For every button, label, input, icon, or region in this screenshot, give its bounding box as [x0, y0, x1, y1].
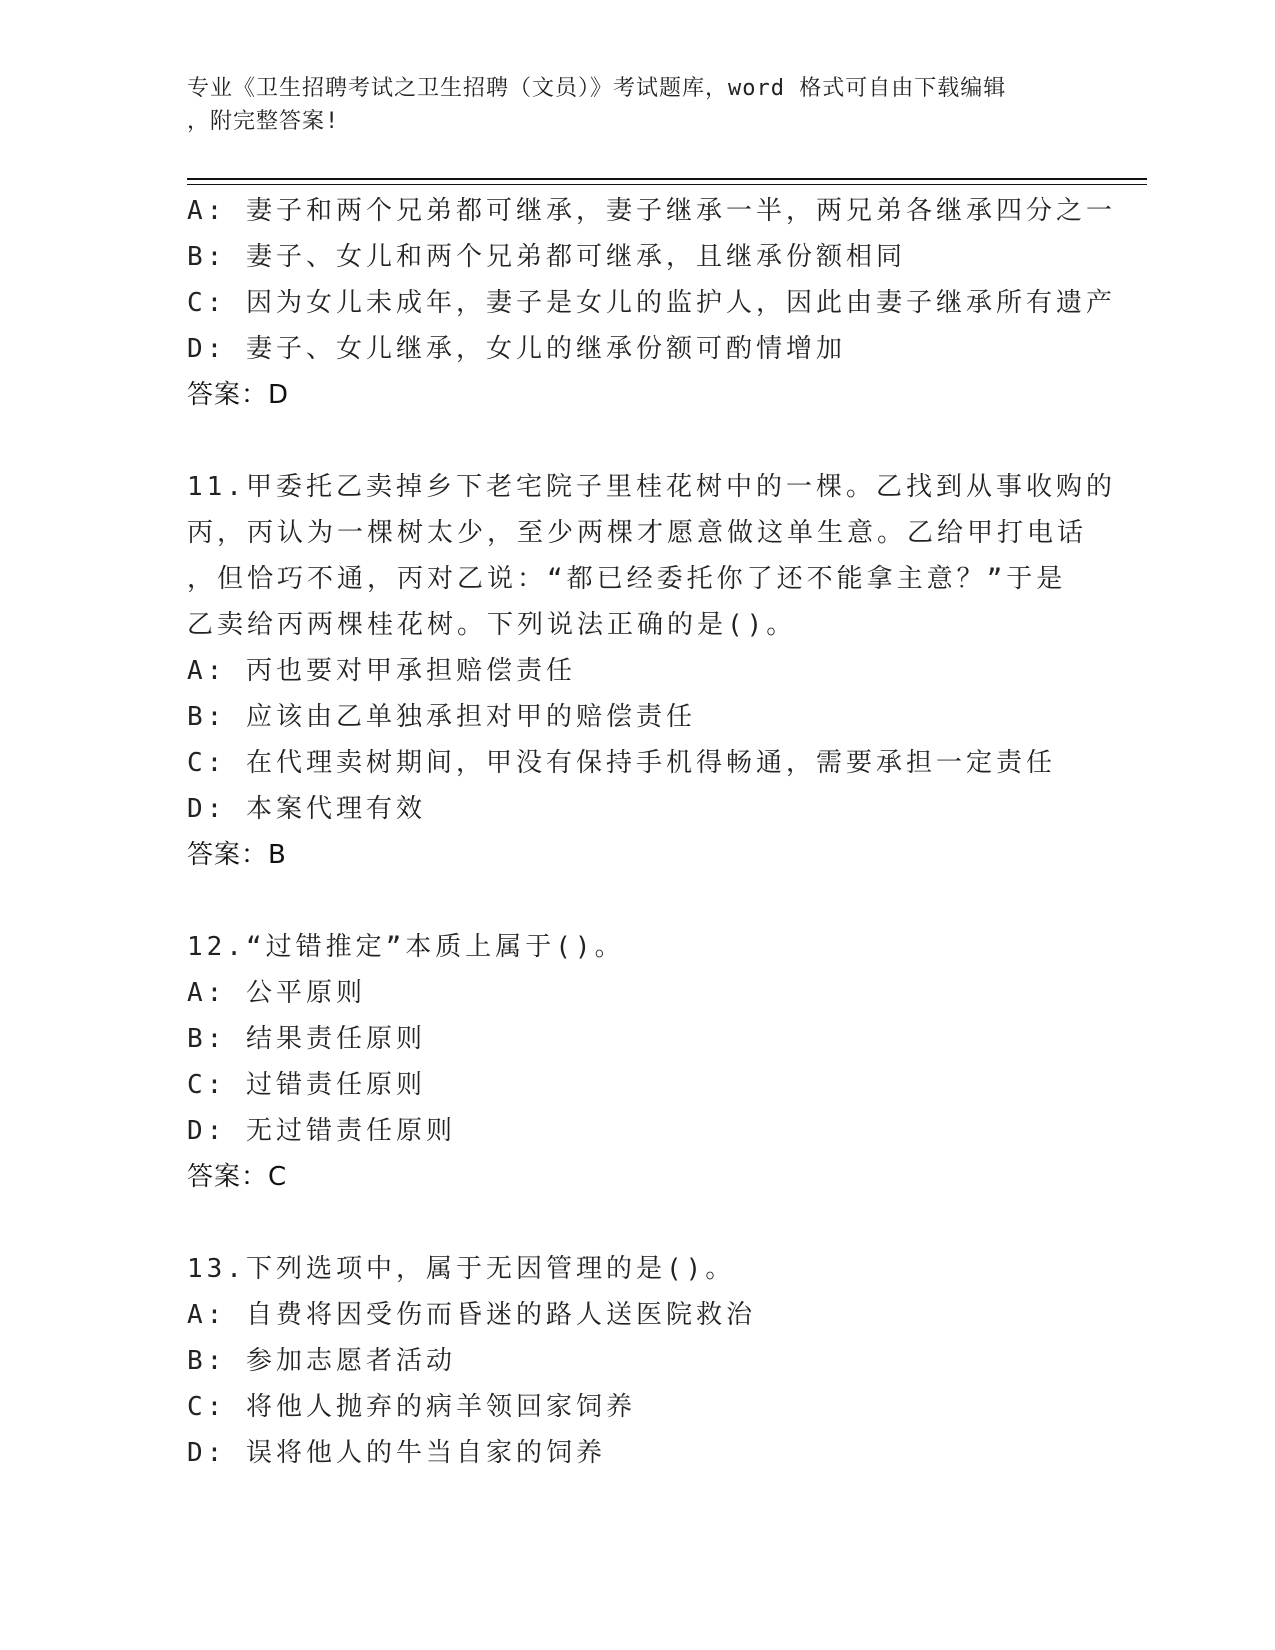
option-a: A: 丙也要对甲承担赔偿责任	[187, 656, 576, 686]
option-b: B: 结果责任原则	[187, 1024, 426, 1054]
option-c: C: 因为女儿未成年，妻子是女儿的监护人，因此由妻子继承所有遗产	[187, 288, 1116, 318]
option-d: D: 本案代理有效	[187, 794, 426, 824]
header-rule-thin	[187, 184, 1147, 185]
option-a: A: 妻子和两个兄弟都可继承，妻子继承一半，两兄弟各继承四分之一	[187, 196, 1116, 226]
answer-line: 答案：D	[187, 380, 290, 410]
option-b: B: 参加志愿者活动	[187, 1346, 456, 1376]
answer-line: 答案：C	[187, 1162, 288, 1192]
question-stem-line: ，但恰巧不通，丙对乙说：“都已经委托你了还不能拿主意？”于是	[187, 564, 1067, 594]
option-d: D: 误将他人的牛当自家的饲养	[187, 1438, 606, 1468]
option-b: B: 应该由乙单独承担对甲的赔偿责任	[187, 702, 696, 732]
question-13	[187, 1246, 1147, 1476]
question-stem-line: 丙，丙认为一棵树太少，至少两棵才愿意做这单生意。乙给甲打电话	[187, 518, 1088, 548]
question-12	[187, 924, 1147, 1200]
option-c: C: 在代理卖树期间，甲没有保持手机得畅通，需要承担一定责任	[187, 748, 1056, 778]
spacer	[187, 878, 1147, 924]
option-d: D: 妻子、女儿继承，女儿的继承份额可酌情增加	[187, 334, 846, 364]
option-a: A: 自费将因受伤而昏迷的路人送医院救治	[187, 1300, 756, 1330]
question-10	[187, 188, 1147, 418]
question-stem-line: 乙卖给丙两棵桂花树。下列说法正确的是()。	[187, 610, 797, 640]
option-a: A: 公平原则	[187, 978, 366, 1008]
question-11	[187, 464, 1147, 878]
option-c: C: 过错责任原则	[187, 1070, 426, 1100]
header-line-2: ，附完整答案!	[187, 109, 340, 134]
header-line-1: 专业《卫生招聘考试之卫生招聘（文员）》考试题库，word 格式可自由下载编辑	[187, 76, 1007, 101]
spacer	[187, 418, 1147, 464]
answer-line: 答案：B	[187, 840, 287, 870]
document-header	[187, 72, 1087, 138]
question-stem-line: 13.下列选项中，属于无因管理的是()。	[187, 1254, 736, 1284]
question-stem-line: 11.甲委托乙卖掉乡下老宅院子里桂花树中的一棵。乙找到从事收购的	[187, 472, 1116, 502]
option-b: B: 妻子、女儿和两个兄弟都可继承，且继承份额相同	[187, 242, 906, 272]
option-c: C: 将他人抛弃的病羊领回家饲养	[187, 1392, 636, 1422]
header-rule-thick	[187, 178, 1147, 180]
option-d: D: 无过错责任原则	[187, 1116, 456, 1146]
question-list	[187, 188, 1147, 1476]
spacer	[187, 1200, 1147, 1246]
question-stem-line: 12.“过错推定”本质上属于()。	[187, 932, 625, 962]
